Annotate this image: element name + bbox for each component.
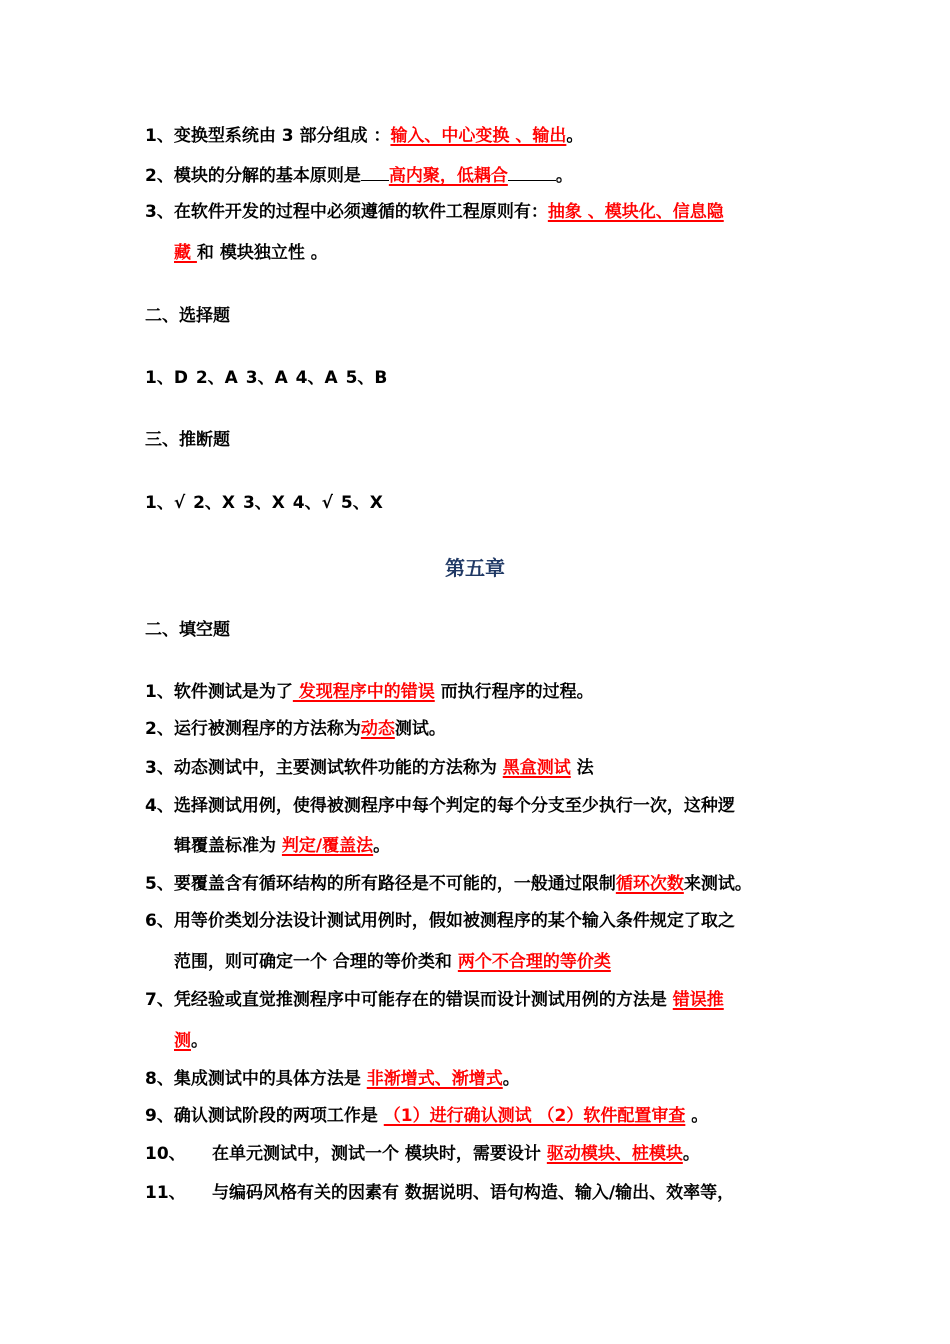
answer-text: 错误推 [672,990,724,1010]
answer-text: 高内聚，低耦合 [388,166,508,186]
item-number: 2、 [145,166,174,186]
item-text-end: 而执行程序的过程。 [434,682,594,702]
item-text: 确认测试阶段的两项工作是 [173,1106,384,1126]
top-item-3 [145,200,724,224]
item-number: 4、 [145,796,174,816]
ch5-item-2 [145,717,446,741]
item-text: 在软件开发的过程中必须遵循的软件工程原则有： [173,202,548,222]
ch5-item-6 [145,909,735,933]
ch5-item-6-cont [174,950,611,974]
item-text: 软件测试是为了 [173,682,293,702]
item-text-end: 。 [685,1106,709,1126]
ch5-item-7 [145,988,724,1012]
item-number: 7、 [145,990,174,1010]
ch5-item-9 [145,1104,708,1128]
ch5-item-1 [145,680,594,704]
item-text-end: 。 [682,1144,700,1164]
item-text: 在单元测试中，测试一个 模块时，需要设计 [212,1144,547,1164]
answer-text: 测 [174,1031,191,1051]
answer-text: 动态 [360,719,395,739]
ch5-item-8 [145,1067,520,1091]
item-text: 与编码风格有关的因素有 数据说明、语句构造、输入/输出、效率等， [212,1183,735,1203]
answer-text: 判定/覆盖法 [281,836,374,856]
item-text-end: 。 [566,126,584,146]
top-item-2 [145,162,573,188]
answer-text: 藏 [174,243,197,263]
item-number: 1、 [145,126,174,146]
ch5-item-11 [145,1181,734,1205]
item-text: 辑覆盖标准为 [174,836,282,856]
blank-underline [361,162,389,181]
item-text-end: 来测试。 [683,874,752,894]
section-choice-title: 二、选择题 [145,306,230,326]
ch5-item-5 [145,872,752,896]
item-text: 运行被测程序的方法称为 [173,719,361,739]
answer-text: 发现程序中的错误 [292,682,435,702]
item-text-end: 法 [570,758,594,778]
item-text: 动态测试中，主要测试软件功能的方法称为 [173,758,503,778]
item-text: 用等价类划分法设计测试用例时，假如被测程序的某个输入条件规定了取之 [173,911,735,931]
item-text: 凭经验或直觉推测程序中可能存在的错误而设计测试用例的方法是 [173,990,673,1010]
item-text-end: 测试。 [394,719,446,739]
item-text-end: 。 [555,166,573,186]
item-number: 10、 [145,1144,186,1164]
ch5-item-4-cont [174,834,390,858]
item-text: 集成测试中的具体方法是 [173,1069,367,1089]
answer-text: 循环次数 [615,874,684,894]
item-text: 模块的分解的基本原则是 [173,166,361,186]
ch5-item-4 [145,794,735,818]
item-text: 要覆盖含有循环结构的所有路径是不可能的，一般通过限制 [173,874,616,894]
section-fill-title: 二、填空题 [145,620,230,640]
blank-underline [508,162,556,181]
item-number: 1、 [145,682,174,702]
top-item-1 [145,124,583,148]
item-text-end: 。 [373,836,391,856]
section-judge-title: 三、推断题 [145,430,230,450]
item-text: 选择测试用例，使得被测程序中每个判定的每个分支至少执行一次，这种逻 [173,796,735,816]
item-number: 8、 [145,1069,174,1089]
choice-answers: 1、D 2、A 3、A 4、A 5、B [145,368,388,388]
item-text: 变换型系统由 3 部分组成 ： [173,126,391,146]
ch5-item-7-cont [174,1029,208,1053]
item-number: 6、 [145,911,174,931]
ch5-item-10 [145,1142,700,1166]
answer-text: 抽象 、模块化、信息隐 [547,202,724,222]
answer-text: 非渐增式、渐增式 [366,1069,503,1089]
answer-text: 输入、中心变换 、输出 [390,126,567,146]
item-text-end: 和 模块独立性 。 [196,243,328,263]
answer-text: 驱动模块、桩模块 [546,1144,683,1164]
answer-text: （1）进行确认测试 （2）软件配置审查 [383,1106,686,1126]
item-number: 9、 [145,1106,174,1126]
item-number: 11、 [145,1183,186,1203]
answer-text: 黑盒测试 [502,758,571,778]
item-number: 3、 [145,202,174,222]
chapter-title: 第五章 [445,556,505,580]
item-number: 3、 [145,758,174,778]
item-number: 2、 [145,719,174,739]
judge-answers: 1、√ 2、X 3、X 4、√ 5、X [145,493,383,513]
item-number: 5、 [145,874,174,894]
top-item-3-cont [174,241,328,265]
item-text-end: 。 [191,1031,208,1051]
item-text: 范围，则可确定一个 合理的等价类和 [174,952,458,972]
item-text-end: 。 [502,1069,520,1089]
answer-text: 两个不合理的等价类 [457,952,611,972]
ch5-item-3 [145,756,594,780]
